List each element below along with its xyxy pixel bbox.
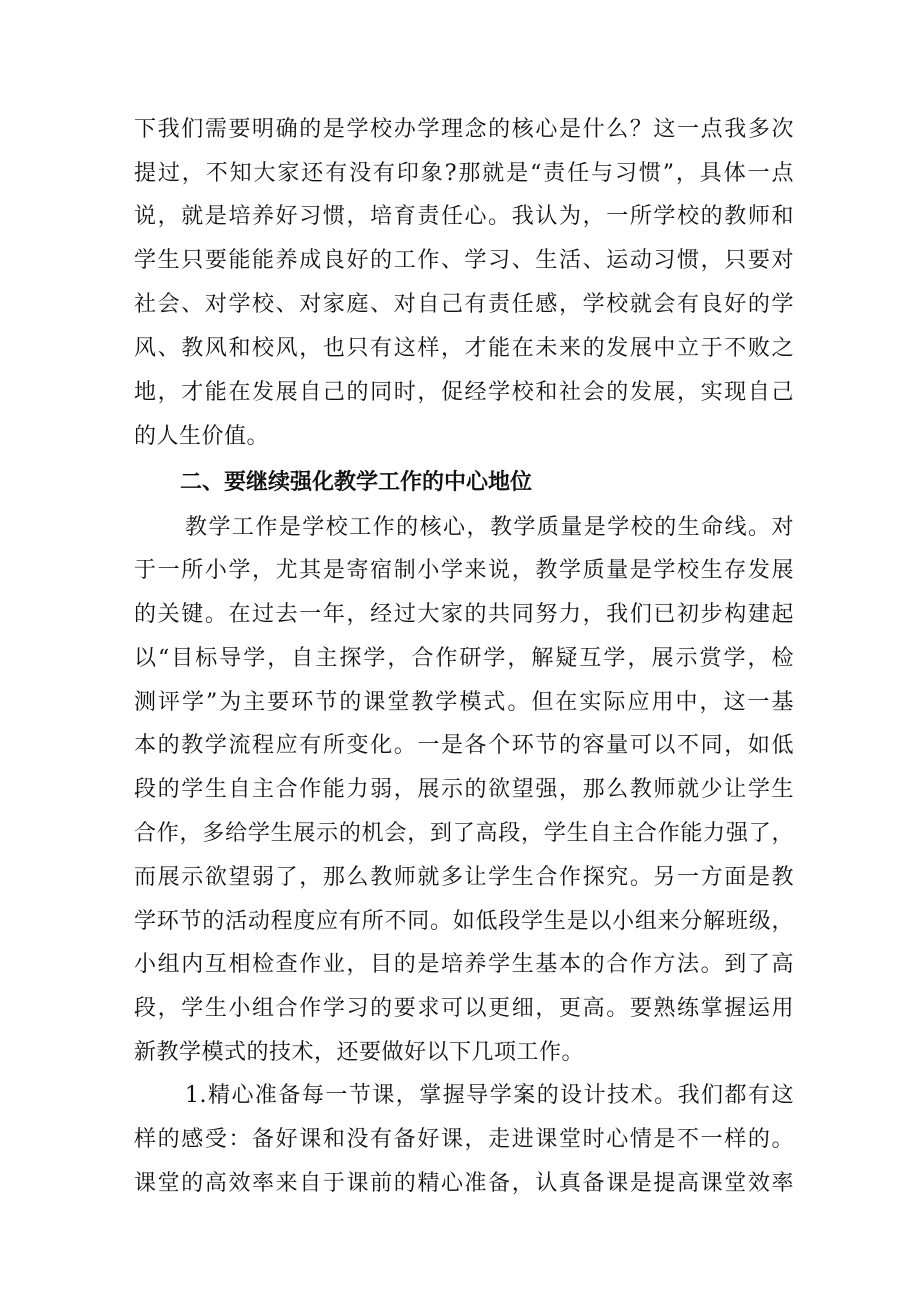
text-line: 学生只要能能养成良好的工作、学习、生活、运动习惯，只要对 [134, 248, 794, 273]
text-line: 新教学模式的技术，还要做好以下几项工作。 [134, 1040, 585, 1065]
text-line: 于一所小学，尤其是寄宿制小学来说，教学质量是学校生存发展 [134, 558, 794, 583]
text-line: 说，就是培养好习惯，培育责任心。我认为，一所学校的教师和 [134, 204, 794, 229]
text-line: 合作，多给学生展示的机会，到了高段，学生自主合作能力强了， [134, 821, 794, 846]
text-line: 提过，不知大家还有没有印象?那就是“责任与习惯”，具体一点 [134, 161, 794, 186]
text-line: 样的感受：备好课和没有备好课，走进课堂时心情是不一样的。 [134, 1127, 794, 1152]
text-line: 段，学生小组合作学习的要求可以更细，更高。要熟练掌握运用 [134, 996, 794, 1021]
text-line: 1.精心准备每一节课，掌握导学案的设计技术。我们都有这 [185, 1083, 794, 1108]
text-line: 测评学”为主要环节的课堂教学模式。但在实际应用中，这一基 [134, 690, 794, 715]
text-line: 学环节的活动程度应有所不同。如低段学生是以小组来分解班级， [134, 909, 794, 934]
text-line: 段的学生自主合作能力弱，展示的欲望强，那么教师就少让学生 [134, 777, 794, 802]
text-line: 以“目标导学，自主探学，合作研学，解疑互学，展示赏学，检 [134, 646, 794, 671]
text-line: 的关键。在过去一年，经过大家的共同努力，我们已初步构建起 [134, 602, 794, 627]
text-line: 下我们需要明确的是学校办学理念的核心是什么？这一点我多次 [134, 117, 794, 142]
text-line: 教学工作是学校工作的核心，教学质量是学校的生命线。对 [185, 515, 794, 540]
text-line: 小组内互相检查作业，目的是培养学生基本的合作方法。到了高 [134, 952, 794, 977]
text-line: 社会、对学校、对家庭、对自己有责任感，学校就会有良好的学 [134, 292, 794, 317]
text-line: 风、教风和校风，也只有这样，才能在未来的发展中立于不败之 [134, 336, 794, 361]
text-line: 课堂的高效率来自于课前的精心准备，认真备课是提高课堂效率 [134, 1171, 794, 1196]
text-line: 而展示欲望弱了，那么教师就多让学生合作探究。另一方面是教 [134, 865, 794, 890]
section-heading: 二、要继续强化教学工作的中心地位 [180, 470, 533, 495]
text-line: 本的教学流程应有所变化。一是各个环节的容量可以不同，如低 [134, 733, 794, 758]
text-line: 地，才能在发展自己的同时，促经学校和社会的发展，实现自己 [134, 380, 794, 405]
text-line: 的人生价值。 [134, 424, 270, 449]
